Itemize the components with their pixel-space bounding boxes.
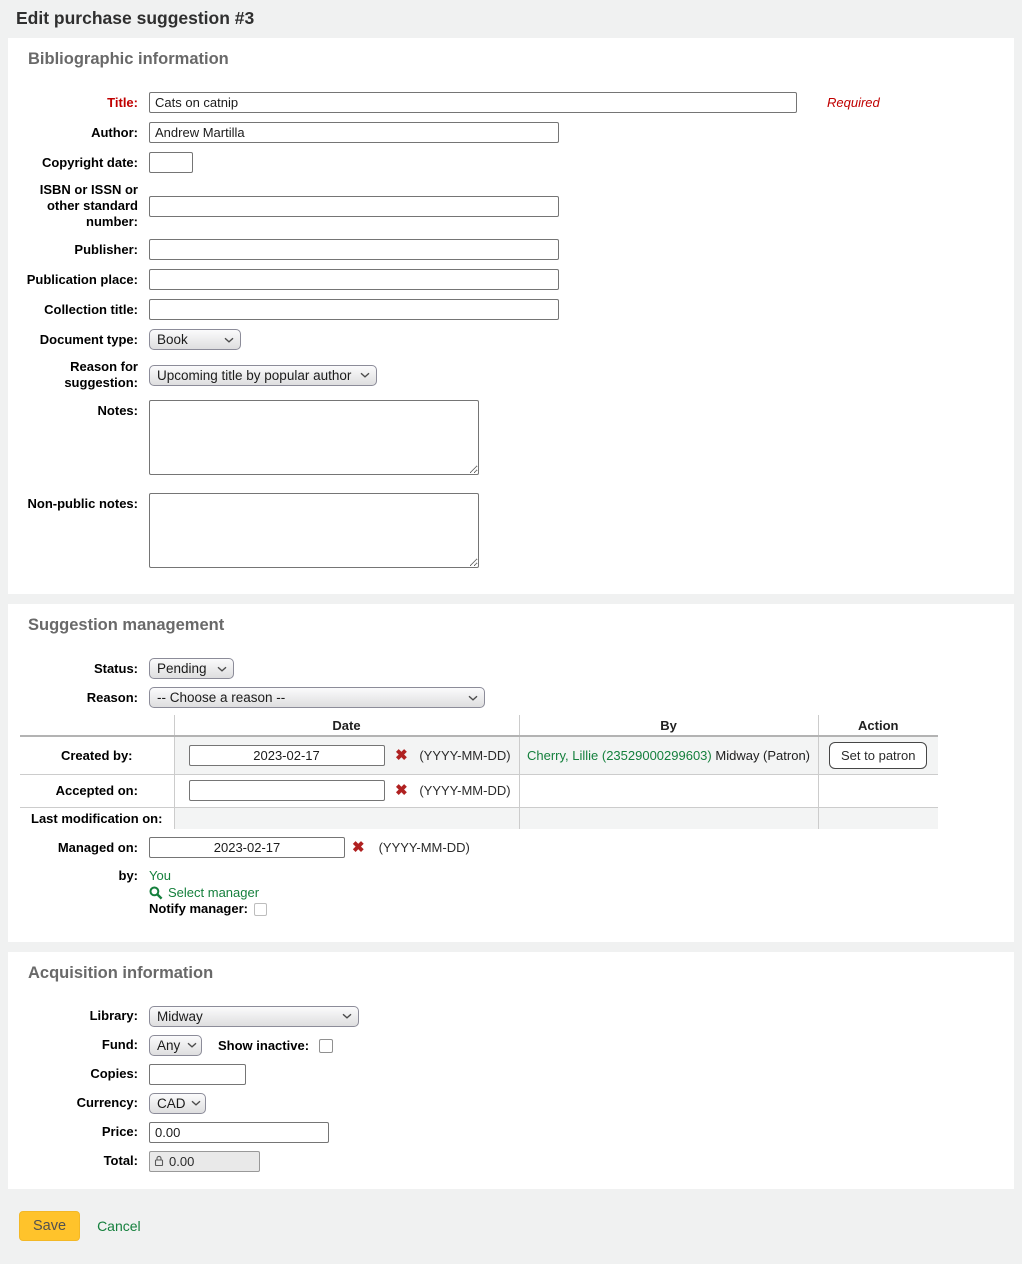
fund-label: Fund:	[101, 1037, 138, 1052]
cancel-link[interactable]: Cancel	[97, 1217, 141, 1234]
title-label: Title:	[107, 94, 138, 110]
accepted-on-row	[20, 774, 938, 807]
currency-select[interactable]	[149, 1093, 206, 1114]
total-label: Total:	[103, 1153, 138, 1168]
total-input	[149, 1151, 260, 1172]
copyright-date-input[interactable]	[149, 152, 193, 173]
clear-date-icon[interactable]: ✖	[352, 839, 365, 856]
publication-place-label: Publication place:	[26, 271, 138, 287]
copies-input[interactable]	[149, 1064, 246, 1085]
suggestion-reason-label: Reason for suggestion:	[64, 359, 138, 390]
acquisition-panel	[8, 952, 1014, 1189]
set-to-patron-button[interactable]: Set to patron	[829, 742, 927, 769]
created-date-input[interactable]	[189, 745, 385, 766]
accepted-date-input[interactable]	[189, 780, 385, 801]
patron-link[interactable]: Cherry, Lillie (23529000299603)	[526, 747, 712, 763]
collection-title-input[interactable]	[149, 299, 559, 320]
patron-branch-text: Midway (Patron)	[715, 747, 811, 763]
date-column-header: Date	[174, 715, 519, 736]
nonpublic-notes-label: Non-public notes:	[27, 496, 138, 511]
last-modification-label: Last modification on:	[20, 807, 174, 829]
managed-by-you-link[interactable]: You	[149, 868, 171, 883]
acquisition-heading: Acquisition information	[28, 963, 214, 982]
last-modification-row	[20, 807, 938, 829]
publisher-label: Publisher:	[74, 241, 138, 257]
managed-by-label: by:	[118, 868, 138, 883]
select-manager-link[interactable]: Select manager	[168, 884, 260, 900]
clear-date-icon[interactable]: ✖	[395, 746, 408, 764]
bibliographic-panel	[8, 38, 1014, 594]
fund-select[interactable]	[149, 1035, 202, 1056]
notes-label: Notes:	[97, 403, 138, 418]
copyright-date-label: Copyright date:	[41, 154, 138, 170]
date-format-hint: (YYYY-MM-DD)	[378, 840, 470, 855]
reason-select[interactable]	[149, 687, 485, 708]
created-by-label: Created by:	[20, 736, 174, 774]
title-input[interactable]	[149, 92, 797, 113]
search-icon	[149, 886, 163, 900]
notes-textarea[interactable]	[149, 400, 479, 475]
clear-date-icon[interactable]: ✖	[395, 782, 408, 799]
price-input[interactable]	[149, 1122, 329, 1143]
accepted-on-label: Accepted on:	[20, 774, 174, 807]
suggestion-management-heading: Suggestion management	[28, 616, 225, 634]
publisher-input[interactable]	[149, 239, 559, 260]
form-actions	[19, 1211, 1022, 1241]
date-format-hint: (YYYY-MM-DD)	[419, 747, 511, 763]
by-column-header: By	[519, 715, 818, 736]
managed-on-label: Managed on:	[57, 839, 138, 855]
show-inactive-checkbox[interactable]	[319, 1039, 333, 1053]
save-button[interactable]: Save	[19, 1211, 80, 1241]
price-label: Price:	[101, 1124, 138, 1139]
author-label: Author:	[91, 124, 138, 140]
managed-on-input[interactable]	[149, 837, 345, 858]
created-by-row	[20, 736, 938, 774]
date-format-hint: (YYYY-MM-DD)	[419, 783, 511, 798]
nonpublic-notes-textarea[interactable]	[149, 493, 479, 568]
status-label: Status:	[93, 660, 138, 676]
library-label: Library:	[89, 1008, 138, 1023]
notify-manager-label: Notify manager:	[149, 901, 248, 916]
show-inactive-label: Show inactive:	[218, 1037, 310, 1053]
bibliographic-heading: Bibliographic information	[28, 50, 229, 68]
page-title: Edit purchase suggestion #3	[16, 8, 255, 28]
suggestion-reason-select[interactable]	[149, 365, 377, 386]
notify-manager-checkbox[interactable]	[254, 903, 267, 916]
isbn-label: ISBN or ISSN or other standard number:	[39, 182, 138, 229]
suggestion-management-panel	[8, 604, 1014, 942]
document-type-label: Document type:	[39, 331, 138, 347]
publication-place-input[interactable]	[149, 269, 559, 290]
reason-label: Reason:	[86, 689, 138, 705]
library-select[interactable]	[149, 1006, 359, 1027]
currency-label: Currency:	[76, 1095, 138, 1110]
action-column-header: Action	[818, 715, 938, 736]
management-dates-table	[20, 715, 938, 829]
author-input[interactable]	[149, 122, 559, 143]
required-note: Required	[827, 95, 880, 110]
status-select[interactable]	[149, 658, 234, 679]
empty-header-cell	[20, 715, 174, 736]
document-type-select[interactable]	[149, 329, 241, 350]
collection-title-label: Collection title:	[44, 301, 138, 317]
copies-label: Copies:	[90, 1066, 138, 1081]
isbn-input[interactable]	[149, 196, 559, 217]
